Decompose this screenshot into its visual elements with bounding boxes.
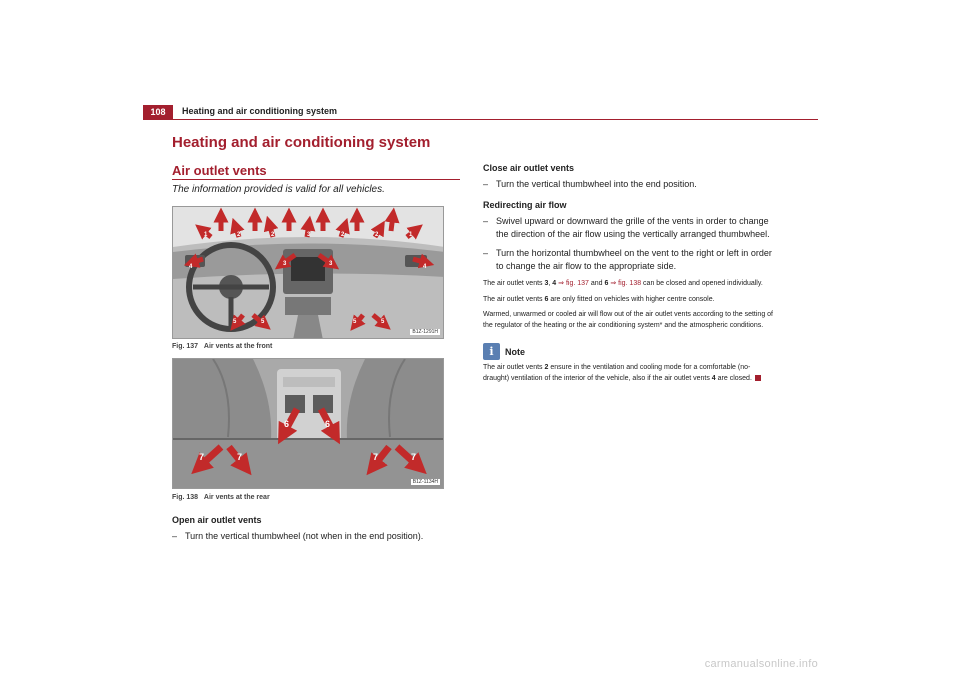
paragraph-air-flow: Warmed, unwarmed or cooled air will flow out of the air outlet vents according to the setting of the regulator of the heating or the air conditioning system* and the atmospheric conditions. <box>483 311 773 329</box>
open-vents-title: Open air outlet vents <box>172 515 262 525</box>
dashboard-illustration <box>173 207 444 339</box>
vent-label-4a: 4 <box>189 264 193 270</box>
figure-rear-vents <box>172 358 444 489</box>
page-number: 108 <box>143 105 173 119</box>
section-title: Air outlet vents <box>172 163 267 178</box>
vent-label-2a: 2 <box>237 232 241 238</box>
redirect-step-2: – Turn the horizontal thumbwheel on the vent to the right or left in order to change the air flow to the appropriate side. <box>483 248 772 271</box>
vent-label-3a: 3 <box>307 232 311 238</box>
vent-label-2b: 2 <box>271 232 275 238</box>
figure-caption-138 <box>172 494 270 501</box>
close-vents-title: Close air outlet vents <box>483 163 575 173</box>
figure-label: Fig. 137 <box>172 343 199 350</box>
vent-label-4b: 4 <box>423 264 427 270</box>
figure-code: B1Z-1134H <box>412 479 438 485</box>
vent-label-2d: 2 <box>375 232 379 238</box>
figure-label: Fig. 138 <box>172 494 199 501</box>
vent-label-7a: 7 <box>199 452 205 462</box>
right-column <box>483 163 773 389</box>
paragraph-vents-6: The air outlet vents 6 are only fitted on vehicles with higher centre console. <box>483 295 715 303</box>
vent-label-6a: 6 <box>284 419 290 429</box>
figure-caption-text: Air vents at the front <box>203 343 273 350</box>
note-text: The air outlet vents 2 ensure in the ventilation and cooling mode for a comfortable (no-draught) ventilation of the interior of the vehicle, also if the air outlet vents 4 are closed. <box>483 363 773 384</box>
open-vents-step: – Turn the vertical thumbwheel (not when in the end position). <box>172 531 424 541</box>
redirect-step-1: – Swivel upward or downward the grille of the vents in order to change the direction of the air flow using the vertically arranged thumbwheel. <box>483 216 770 239</box>
header-rule <box>143 119 818 120</box>
vent-label-1b: 1 <box>409 232 413 238</box>
end-of-section-icon <box>755 375 761 381</box>
note-title: Note <box>505 346 525 357</box>
figure-caption-text: Air vents at the rear <box>203 494 270 501</box>
fig-138-link[interactable]: ⇒ fig. 138 <box>608 280 642 287</box>
vent-label-5c: 5 <box>353 319 357 325</box>
fig-137-link[interactable]: ⇒ fig. 137 <box>556 280 589 287</box>
info-icon: i <box>483 343 500 360</box>
vent-label-3c: 3 <box>329 261 333 267</box>
rear-console-illustration <box>173 359 444 489</box>
vent-label-7c: 7 <box>373 452 379 462</box>
vent-label-2c: 2 <box>341 232 345 238</box>
paragraph-individual-vents: The air outlet vents 3, 4 ⇒ fig. 137 and 6 ⇒ fig. 138 can be closed and opened individually. <box>483 280 763 287</box>
vent-label-3b: 3 <box>283 261 287 267</box>
section-intro: The information provided is valid for all vehicles. <box>172 184 385 195</box>
vent-label-7b: 7 <box>237 452 243 462</box>
running-header: Heating and air conditioning system <box>182 106 338 116</box>
vent-label-5a: 5 <box>233 319 237 325</box>
open-vents-block <box>172 515 460 547</box>
section-rule <box>172 179 460 180</box>
figure-caption-137 <box>172 343 272 350</box>
page-title: Heating and air conditioning system <box>172 134 431 151</box>
note-heading <box>483 343 773 360</box>
close-vents-step: – Turn the vertical thumbwheel into the end position. <box>483 179 697 189</box>
vent-label-5b: 5 <box>261 319 265 325</box>
vent-label-1a: 1 <box>204 232 208 238</box>
figure-front-vents <box>172 206 444 339</box>
watermark: carmanualsonline.info <box>704 658 818 670</box>
vent-label-5d: 5 <box>381 319 385 325</box>
vent-label-6b: 6 <box>325 419 331 429</box>
redirect-title: Redirecting air flow <box>483 200 567 210</box>
figure-code: B1Z-1291H <box>412 329 438 335</box>
vent-label-7d: 7 <box>411 452 417 462</box>
